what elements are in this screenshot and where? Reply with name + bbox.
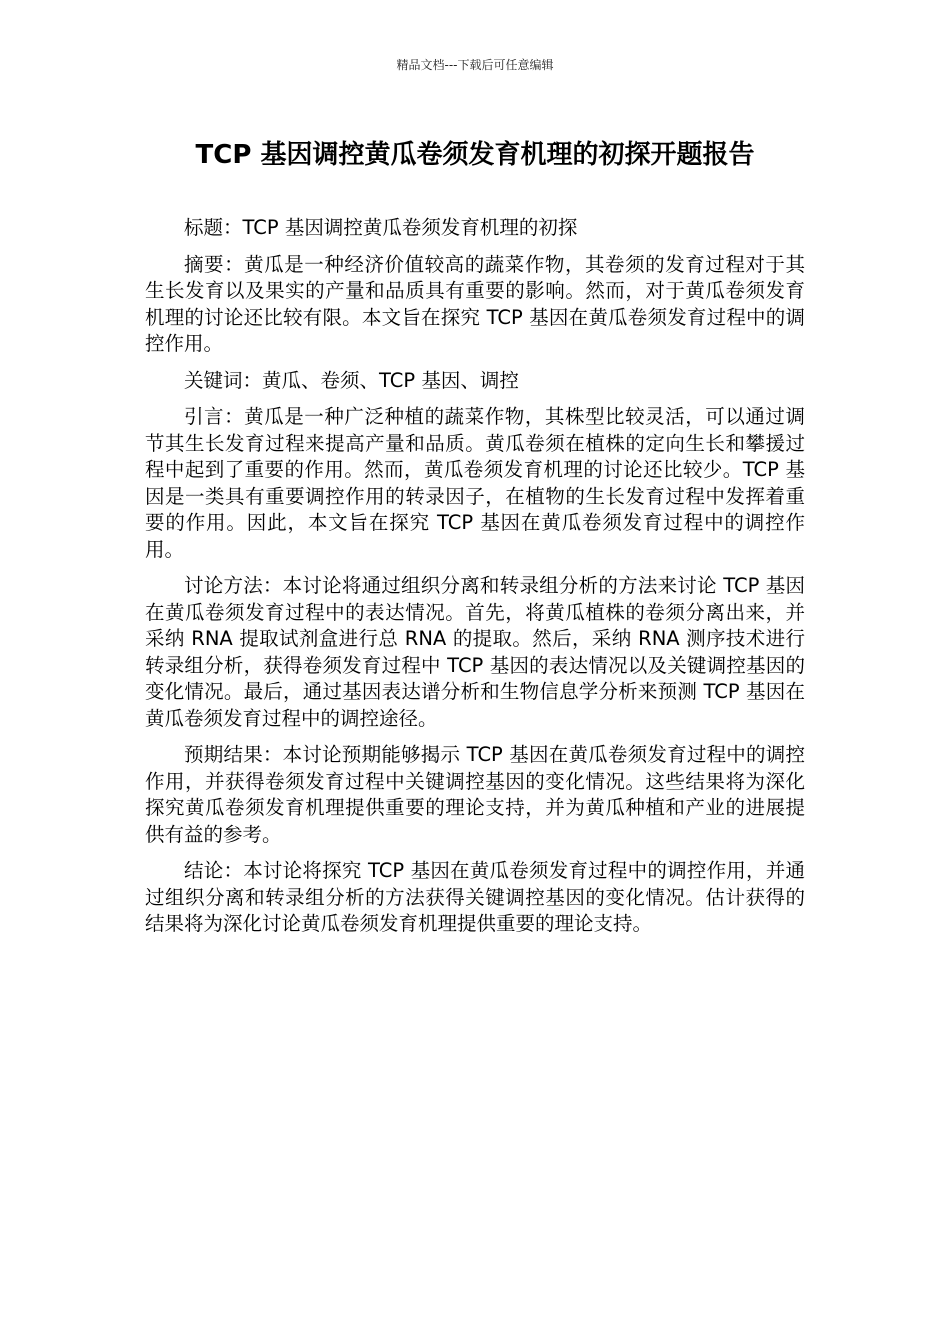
expected-results-paragraph: 预期结果：本讨论预期能够揭示 TCP 基因在黄瓜卷须发育过程中的调控作用，并获得卷须发育过程中关键调控基因的变化情况。这些结果将为深化探究黄瓜卷须发育机理提供重要的理论支持，并为黄瓜种植和产业的进展提供有益的参考。: [145, 743, 805, 846]
document-title: TCP 基因调控黄瓜卷须发育机理的初探开题报告: [195, 140, 755, 170]
methods-paragraph: 讨论方法：本讨论将通过组织分离和转录组分析的方法来讨论 TCP 基因在黄瓜卷须发育过程中的表达情况。首先，将黄瓜植株的卷须分离出来，并采纳 RNA 提取试剂盒进行总 RNA 的提取。然后，采纳 RNA 测序技术进行转录组分析，获得卷须发育过程中 TCP 基因的表达情况以及关键调控基因的变化情况。最后，通过基因表达谱分析和生物信息学分析来预测 TCP 基因在黄瓜卷须发育过程中的调控途径。: [145, 574, 805, 730]
introduction-paragraph: 引言：黄瓜是一种广泛种植的蔬菜作物，其株型比较灵活，可以通过调节其生长发育过程来提高产量和品质。黄瓜卷须在植株的定向生长和攀援过程中起到了重要的作用。然而，黄瓜卷须发育机理的讨论还比较少。TCP 基因是一类具有重要调控作用的转录因子，在植物的生长发育过程中发挥着重要的作用。因此，本文旨在探究 TCP 基因在黄瓜卷须发育过程中的调控作用。: [145, 405, 805, 561]
document-body: [145, 215, 805, 948]
conclusion-paragraph: 结论：本讨论将探究 TCP 基因在黄瓜卷须发育过程中的调控作用，并通过组织分离和转录组分析的方法获得关键调控基因的变化情况。估计获得的结果将为深化讨论黄瓜卷须发育机理提供重要的理论支持。: [145, 859, 805, 935]
title-paragraph: 标题：TCP 基因调控黄瓜卷须发育机理的初探: [184, 216, 578, 239]
abstract-paragraph: 摘要：黄瓜是一种经济价值较高的蔬菜作物，其卷须的发育过程对于其生长发育以及果实的产量和品质具有重要的影响。然而，对于黄瓜卷须发育机理的讨论还比较有限。本文旨在探究 TCP 基因在黄瓜卷须发育过程中的调控作用。: [145, 252, 805, 355]
page-header-note: 精品文档---下载后可任意编辑: [396, 58, 554, 72]
keywords-paragraph: 关键词：黄瓜、卷须、TCP 基因、调控: [184, 368, 519, 392]
